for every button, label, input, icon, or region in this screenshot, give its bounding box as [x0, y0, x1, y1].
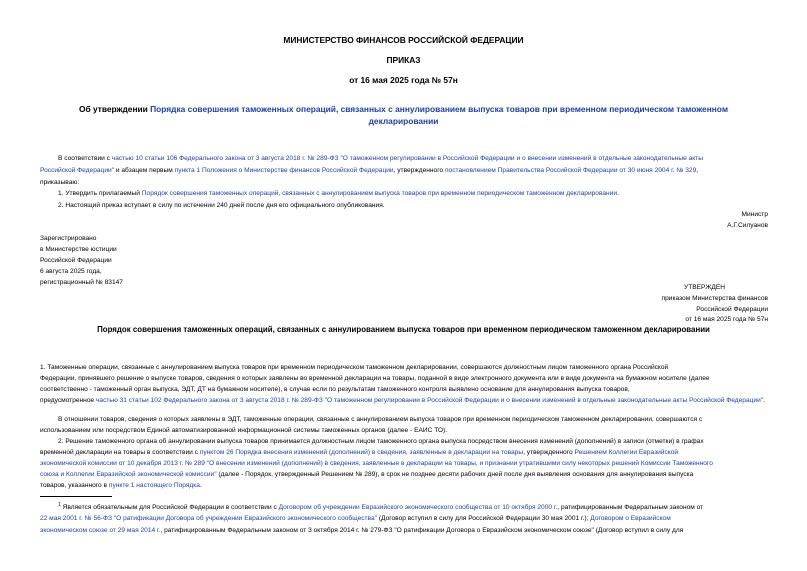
- signature-name: А.Г.Силуанов: [727, 222, 768, 229]
- approval-stamp: УТВЕРЖДЕН: [684, 284, 726, 291]
- eec-decision-link[interactable]: Решением Коллегии Евразийской: [574, 449, 679, 456]
- body-line: 1. Таможенные операции, связанные с аннулированием выпуска товаров при временном периодическом таможенном декларировании, совершаются должностным лицом таможенного органа Российской: [40, 364, 669, 371]
- law-289-art102-link[interactable]: частью 31 статьи 102 Федерального закона от 3 августа 2018 г. № 289-ФЗ "О таможенном регулировании в Российской Федерации и о внесении изменений в отдельные законодательные: [96, 397, 672, 404]
- order-289-point26-link[interactable]: пунктом 26 Порядка внесения изменений (дополнений) в сведения, заявленные в декларации на товары: [199, 449, 524, 456]
- footnote-marker: 1: [58, 502, 61, 508]
- body-line: [40, 448, 678, 457]
- approval-line: от 16 мая 2025 года № 57н: [685, 316, 768, 323]
- preamble-text: ,: [696, 167, 699, 174]
- preamble-line2: [40, 166, 698, 175]
- body-line: 2. Решение таможенного органа об аннулировании выпуска товаров принимается должностным лицом таможенного органа выпуска посредством внесения изменений (дополнений) в записи (отметки) в графах: [58, 438, 704, 445]
- ministry-heading: МИНИСТЕРСТВО ФИНАНСОВ РОССИЙСКОЙ ФЕДЕРАЦИИ: [283, 35, 524, 45]
- approval-line: Российской Федерации: [696, 306, 768, 313]
- preamble-text: В соответствии с: [58, 155, 112, 162]
- registration-line: 6 августа 2025 года,: [40, 268, 102, 275]
- document-title-line2: [0, 116, 807, 127]
- footnote-line: [40, 526, 683, 535]
- document-type: ПРИКАЗ: [386, 55, 421, 65]
- body-text: временной декларации на товары в соответствии с: [40, 449, 200, 456]
- procedure-link[interactable]: Порядок совершения таможенных операций, связанных с аннулированием выпуска товаров при временном периодическом таможенном декларировании: [141, 190, 618, 197]
- body-text: .: [199, 482, 202, 489]
- procedure-title: Порядок совершения таможенных операций, связанных с аннулированием выпуска товаров при временном периодическом таможенном декларировании: [97, 325, 710, 334]
- approval-line: приказом Министерства финансов: [661, 295, 768, 302]
- body-line: [40, 459, 713, 468]
- body-line: [40, 396, 770, 405]
- footnote-text: (Договор вступил в силу для: [593, 527, 684, 534]
- point1-link[interactable]: пункте 1 настоящего Порядка: [108, 482, 200, 489]
- registration-line: регистрационный № 83147: [40, 279, 123, 286]
- title-prefix: Об утверждении: [78, 104, 151, 114]
- footnote-text: , ратифицированным Федеральным законом от 3 октября 2014 г. № 279-ФЗ "О ратификации Договора о Евразийском экономическом союзе": [160, 527, 594, 534]
- government-resolution-link[interactable]: постановлением Правительства Российской Федерации от 30 июня 2004 г. № 329: [444, 167, 697, 174]
- title-link-cont[interactable]: декларировании: [368, 116, 439, 126]
- registration-line: Российской Федерации: [40, 257, 112, 264]
- preamble-text: , утвержденного: [393, 167, 445, 174]
- eaeu-treaty-link[interactable]: Договором о Евразийском: [590, 515, 671, 522]
- footnote-line: [40, 514, 671, 523]
- item-text: 1. Утвердить прилагаемый: [58, 190, 142, 197]
- footnote-divider: [40, 496, 112, 497]
- body-text: товаров, указанного в: [40, 482, 109, 489]
- eec-decision-link-cont2[interactable]: союза и Коллегии Евразийской экономической комиссии": [40, 471, 217, 478]
- eaeu-treaty-link-cont[interactable]: экономическом союзе от 29 мая 2014 г.: [40, 527, 161, 534]
- footnote-text: Является обязательным для Российской Федерации в соответствии с: [60, 504, 279, 512]
- body-text: предусмотренное: [40, 397, 96, 404]
- body-text: .: [763, 397, 765, 404]
- document-date: от 16 мая 2025 года № 57н: [349, 75, 458, 85]
- footnote-line: [58, 501, 703, 512]
- preamble-text: и абзацем первым: [114, 167, 175, 174]
- footnote-text: , ратифицированным Федеральным законом от: [557, 504, 704, 512]
- law-289-art102-link-cont[interactable]: акты Российской Федерации": [671, 397, 764, 404]
- order-item-1: [58, 189, 619, 198]
- law-289-link[interactable]: частью 10 статьи 106 Федерального закона от 3 августа 2018 г. № 289-ФЗ "О таможенном регулировании в Российской Федерации и о внесении изменений в отдельные законодательные акты: [111, 155, 704, 162]
- footnote-text: (Договор вступил в силу для Российской Федерации 30 мая 2001 г.);: [377, 515, 591, 522]
- law-56-link[interactable]: 22 мая 2001 г. № 56-ФЗ "О ратификации Договора об учреждении Евразийского экономического сообщества": [40, 515, 377, 522]
- registration-line: в Министерстве юстиции: [40, 246, 117, 253]
- eurasec-treaty-link[interactable]: Договором об учреждении Евразийского экономического сообщества от 10 октября 2000 г.: [278, 504, 558, 512]
- signature-position: Министр: [741, 211, 768, 218]
- document-title: [0, 104, 807, 115]
- body-line: [40, 470, 693, 479]
- body-line: Федерации, принявшего решение о выпуске товаров, сведения о которых заявлены во временной декларации на товары, поданной в виде электронного документа или в виде документа на бумажном носителе (далее: [40, 375, 710, 382]
- body-line: В отношении товаров, сведения о которых заявлены в ЭДТ, таможенные операции, связанные с аннулированием выпуска товаров при временном периодическом таможенном декларировании, совершаются с: [58, 416, 703, 423]
- order-word: приказываю:: [40, 179, 80, 186]
- item-text: .: [617, 190, 619, 197]
- registration-line: Зарегистрировано: [40, 235, 97, 242]
- ministry-regulation-link[interactable]: пункта 1 Положения о Министерстве финансов Российской Федерации: [174, 167, 394, 174]
- body-line: соответственно - таможенный орган выпуска, ЭДТ, ДТ на бумажном носителе), в случае если по результатам таможенного контроля выявлено основание для аннулирования выпуска товаров,: [40, 386, 630, 393]
- order-item-2: 2. Настоящий приказ вступает в силу по истечении 240 дней после дня его официального опубликования.: [58, 202, 385, 209]
- body-line: использованием или посредством Единой автоматизированной информационной системы таможенных органов (далее - ЕАИС ТО).: [40, 427, 448, 434]
- preamble-line1: [58, 154, 703, 163]
- body-text: , утвержденного: [523, 449, 575, 456]
- title-link[interactable]: Порядка совершения таможенных операций, связанных с аннулированием выпуска товаров при временном периодическом таможенном: [150, 104, 729, 114]
- law-289-link-cont[interactable]: Российской Федерации": [40, 167, 115, 174]
- body-text: (далее - Порядок, утвержденный Решением № 289), в срок не позднее десяти рабочих дней после дня выявления основания для аннулирования выпуска: [216, 471, 694, 478]
- eec-decision-link-cont[interactable]: экономической комиссии от 10 декабря 2013 г. № 289 "О внесении изменений (дополнений) в сведения, заявленные в декларации на товары, и признании утратившими силу некоторых решений Комиссии Таможенного: [40, 460, 713, 467]
- body-line: [40, 481, 202, 490]
